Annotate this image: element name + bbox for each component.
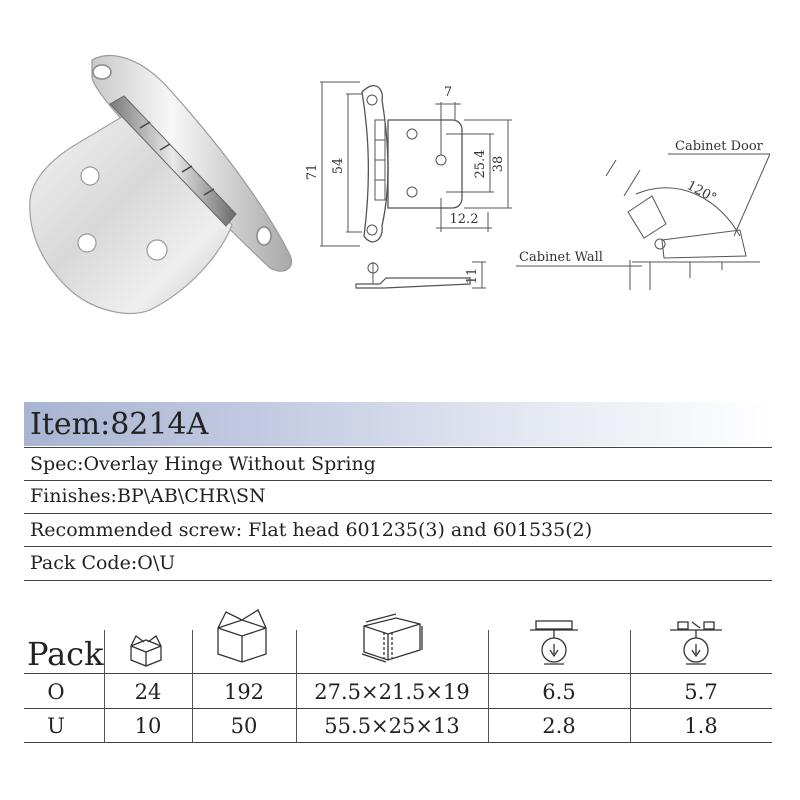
product-illustrations	[0, 0, 800, 330]
dim-7: 7	[443, 85, 453, 100]
table-cell-code: U	[47, 714, 65, 738]
screw-line: Recommended screw: Flat head 601235(3) and 601535(2)	[30, 519, 593, 541]
dimension-drawing	[320, 82, 512, 288]
scale-net-weight-icon	[666, 618, 726, 666]
scale-weight-icon	[526, 618, 582, 666]
table-cell-inner: 10	[134, 714, 162, 738]
cabinet-door-label: Cabinet Door	[675, 139, 763, 154]
dim-12-2: 12.2	[449, 212, 479, 227]
table-cell-code: O	[47, 680, 65, 704]
spec-description: Spec:Overlay Hinge Without Spring	[30, 453, 376, 475]
table-cell-inner: 24	[134, 680, 162, 704]
dim-71: 71	[305, 163, 320, 181]
item-number: Item:8214A	[30, 407, 209, 442]
table-cell-nw: 1.8	[684, 714, 718, 738]
hinge-photo	[30, 56, 292, 314]
table-cell-carton: 50	[230, 714, 258, 738]
table-cell-nw: 5.7	[684, 680, 718, 704]
dim-54: 54	[331, 157, 346, 175]
angle-label: 120°	[684, 178, 719, 207]
table-header-rule	[24, 673, 772, 674]
pack-title: Pack	[27, 635, 104, 673]
table-cell-gw: 2.8	[542, 714, 576, 738]
divider	[24, 447, 772, 448]
divider	[24, 546, 772, 547]
table-cell-carton: 192	[223, 680, 265, 704]
carton-icon	[212, 604, 272, 666]
dim-38: 38	[491, 155, 506, 173]
installation-diagram	[516, 154, 770, 290]
pack-code-line: Pack Code:O\U	[30, 552, 176, 574]
table-cell-size: 55.5×25×13	[324, 714, 460, 738]
divider	[24, 580, 772, 581]
divider	[24, 513, 772, 514]
small-box-icon	[126, 630, 166, 668]
finishes-line: Finishes:BP\AB\CHR\SN	[30, 485, 266, 507]
dim-11: 11	[465, 267, 480, 285]
carton-dimension-icon	[356, 606, 428, 666]
cabinet-wall-label: Cabinet Wall	[519, 250, 603, 265]
table-cell-size: 27.5×21.5×19	[314, 680, 470, 704]
table-bottom-rule	[24, 742, 772, 743]
dim-25-4: 25.4	[473, 149, 488, 179]
table-cell-gw: 6.5	[542, 680, 576, 704]
